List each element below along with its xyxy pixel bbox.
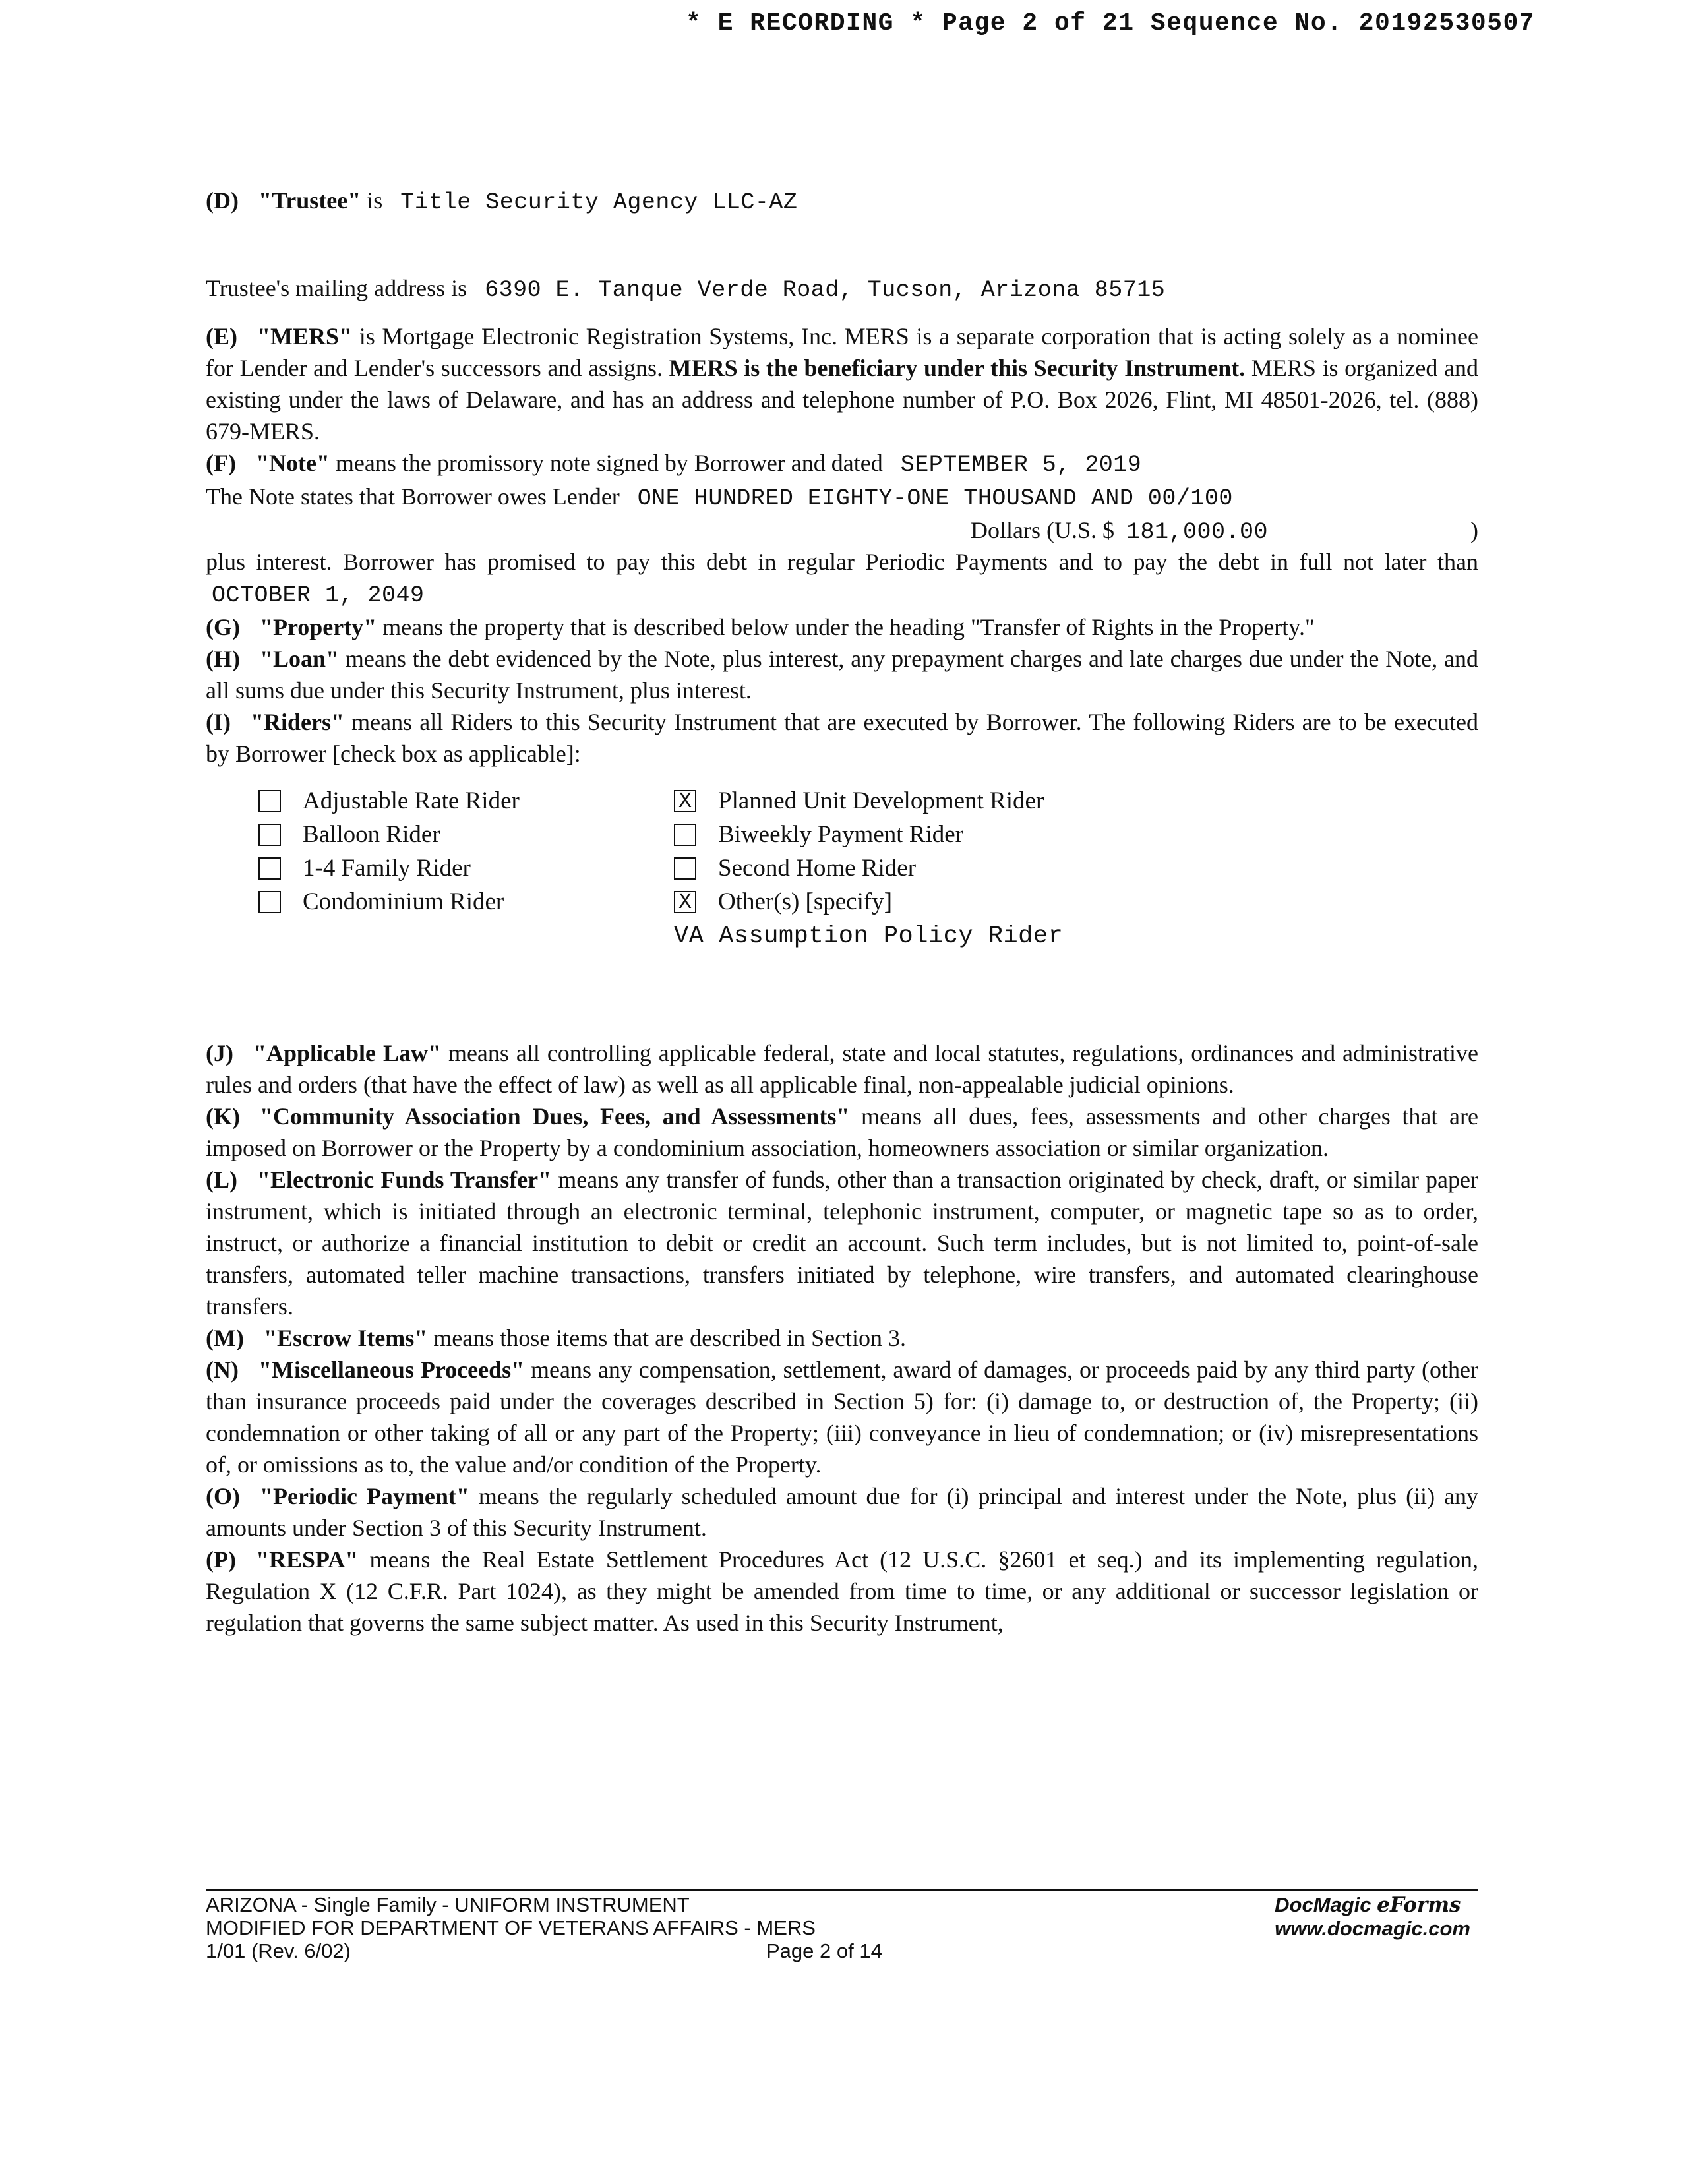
definition-note-cont [206,546,1478,611]
rider-label: Balloon Rider [303,820,440,848]
definition-respa [206,1544,1478,1639]
document-body [206,185,1478,1639]
mers-beneficiary-statement: MERS is the beneficiary under this Security Instrument. [669,355,1246,381]
definition-mers [206,320,1478,447]
rider-label: Planned Unit Development Rider [718,787,1044,814]
def-text: MERS is organized and existing under the laws of Delaware, and has an address and telephone number of P.O. Box 2026, Flint, MI 48501-2026, tel. (888) 679-MERS. [206,355,1479,444]
def-text: means all controlling applicable federal, state and local statutes, regulations, ordinances and administrative rules and orders (that have the effect of law) as well as all applicable final, non-appealable judicial opinions. [206,1040,1478,1098]
trustee-name: Title Security Agency LLC-AZ [400,189,798,216]
rider-label: Other(s) [specify] [718,888,893,915]
def-term: "Note" [255,450,330,476]
def-term: "MERS" [257,323,352,349]
def-term: "Escrow Items" [263,1325,428,1351]
rider-planned-unit-development [674,784,1135,818]
form-title: ARIZONA - Single Family - UNIFORM INSTRUMENT [206,1893,690,1916]
def-text: means the promissory note signed by Borrower and dated [335,450,883,476]
note-amount-words: ONE HUNDRED EIGHTY-ONE THOUSAND AND 00/100 [637,485,1233,512]
page-number: Page 2 of 14 [766,1939,882,1962]
def-text: means the regularly scheduled amount due for (i) principal and interest under the Note, plus (ii) any amounts under Section 3 of this Security Instrument. [206,1483,1479,1541]
def-label: (H) [206,646,240,672]
def-term: "Periodic Payment" [259,1483,469,1509]
def-term: "Community Association Dues, Fees, and Assessments" [259,1103,850,1130]
def-label: (I) [206,709,231,735]
def-text: means those items that are described in Section 3. [433,1325,907,1351]
rider-checkbox[interactable] [674,824,696,846]
def-label: (F) [206,450,236,476]
def-term: "RESPA" [255,1546,359,1573]
rider-label: Second Home Rider [718,854,917,882]
def-text: means all Riders to this Security Instrument that are executed by Borrower. The following Riders are to be executed by Borrower [check box as applicable]: [206,709,1478,767]
rider-checkbox[interactable] [258,824,281,846]
trustee-address-value: 6390 E. Tanque Verde Road, Tucson, Arizona 85715 [485,277,1166,303]
def-term: "Applicable Law" [253,1040,441,1066]
def-text: means the debt evidenced by the Note, plus interest, any prepayment charges and late charges due under the Note, and all sums due under this Security Instrument, plus interest. [206,646,1479,704]
definition-note [206,447,1478,546]
rider-checkbox[interactable]: X [674,790,696,812]
definitions-list [206,1037,1478,1639]
rider-1-4-family [258,851,674,885]
definition-loan [206,643,1478,706]
def-label: (O) [206,1483,240,1509]
def-label: (M) [206,1325,244,1351]
def-label: (L) [206,1167,237,1193]
rider-condominium [258,885,674,919]
other-rider-specified: VA Assumption Policy Rider [674,923,1064,950]
rider-checkbox[interactable] [258,790,281,812]
rider-balloon [258,818,674,851]
def-label: (N) [206,1356,239,1383]
def-label: (P) [206,1546,236,1573]
def-term: "Electronic Funds Transfer" [257,1167,552,1193]
rider-adjustable-rate [258,784,674,818]
note-amount: 181,000.00 [1126,519,1269,545]
def-text: means any compensation, settlement, award of damages, or proceeds paid by any third party (other than insurance proceeds paid under the coverages described in Section 5) for: (i) damage to, or destruction of, the Property; (ii) condemnation or other taking of all or any part of the Property; (iii) conveyance in lieu of condemnation; or (iv) misrepresentations of, or omissions as to, the value and/or condition of the Property. [206,1356,1479,1478]
def-text: plus interest. Borrower has promised to pay this debt in regular Periodic Payments and to pay the debt in full not later than [206,549,1478,575]
definition-trustee [206,185,1478,218]
close-paren: ) [1470,517,1478,543]
rider-checkbox[interactable] [258,891,281,913]
note-maturity-date: OCTOBER 1, 2049 [212,582,425,609]
def-text: means the Real Estate Settlement Procedures Act (12 U.S.C. §2601 et seq.) and its implementing regulation, Regulation X (12 C.F.R. Part 1024), as they might be amended from time to time, or any additional or successor legislation or regulation that governs the same subject matter. As used in this Security Instrument, [206,1546,1479,1636]
def-term: "Trustee" [258,187,361,214]
def-label: (G) [206,614,240,640]
def-label: (K) [206,1103,240,1130]
brand-name: DocMagic [1275,1893,1372,1916]
form-identification [206,1893,816,1962]
def-label: (E) [206,323,237,349]
rider-checkbox[interactable] [258,857,281,880]
docmagic-logo [1275,1893,1470,1940]
def-term: "Property" [259,614,377,640]
form-revision: 1/01 (Rev. 6/02) [206,1939,351,1962]
definition-applicable-law [206,1037,1478,1101]
dollars-label: Dollars (U.S. $ [971,517,1114,543]
definition-riders [206,706,1478,770]
trustee-address-label: Trustee's mailing address is [206,275,467,301]
def-text: means all dues, fees, assessments and other charges that are imposed on Borrower or the Property by a condominium association, homeowners association or similar organization. [206,1103,1479,1161]
definition-community-association [206,1101,1478,1164]
rider-second-home [674,851,1135,885]
definition-property [206,611,1478,643]
rider-label: Condominium Rider [303,888,504,915]
def-term: "Miscellaneous Proceeds" [258,1356,525,1383]
def-label: (D) [206,187,239,214]
rider-label: Adjustable Rate Rider [303,787,520,814]
definition-electronic-funds-transfer [206,1164,1478,1322]
def-text: means the property that is described below under the heading "Transfer of Rights in the Property." [382,614,1315,640]
def-term: "Riders" [251,709,344,735]
def-label: (J) [206,1040,233,1066]
trustee-address [206,272,1478,306]
note-date: SEPTEMBER 5, 2019 [900,452,1142,478]
def-text: means any transfer of funds, other than a transaction originated by check, draft, or similar paper instrument, which is initiated through an electronic terminal, telephonic instrument, computer, or magnetic tape so as to order, instruct, or authorize a financial institution to debit or credit an account. Such term includes, but is not limited to, point-of-sale transfers, automated teller machine transactions, transfers initiated by telephone, wire transfers, and automated clearinghouse transfers. [206,1167,1478,1320]
def-is: is [367,187,383,214]
definition-miscellaneous-proceeds [206,1354,1478,1480]
brand-eforms: eForms [1377,1893,1461,1917]
def-text: is Mortgage Electronic Registration Systems, Inc. MERS is a separate corporation that is acting solely as a nominee for Lender and Lender's successors and assigns. [206,323,1479,381]
rider-other [674,885,1135,919]
dollars-line [206,514,1478,546]
riders-checklist [258,784,1478,919]
form-subtitle: MODIFIED FOR DEPARTMENT OF VETERANS AFFAIRS - MERS [206,1916,816,1939]
recording-header: * E RECORDING * Page 2 of 21 Sequence No. 20192530507 [686,9,1536,38]
def-term: "Loan" [259,646,339,672]
rider-label: Biweekly Payment Rider [718,820,963,848]
definition-periodic-payment [206,1480,1478,1544]
rider-checkbox[interactable]: X [674,891,696,913]
rider-biweekly-payment [674,818,1135,851]
definition-escrow-items [206,1322,1478,1354]
rider-label: 1-4 Family Rider [303,854,471,882]
def-text: The Note states that Borrower owes Lender [206,483,620,510]
footer-divider [206,1889,1478,1891]
rider-checkbox[interactable] [674,857,696,880]
brand-website: www.docmagic.com [1275,1917,1470,1940]
